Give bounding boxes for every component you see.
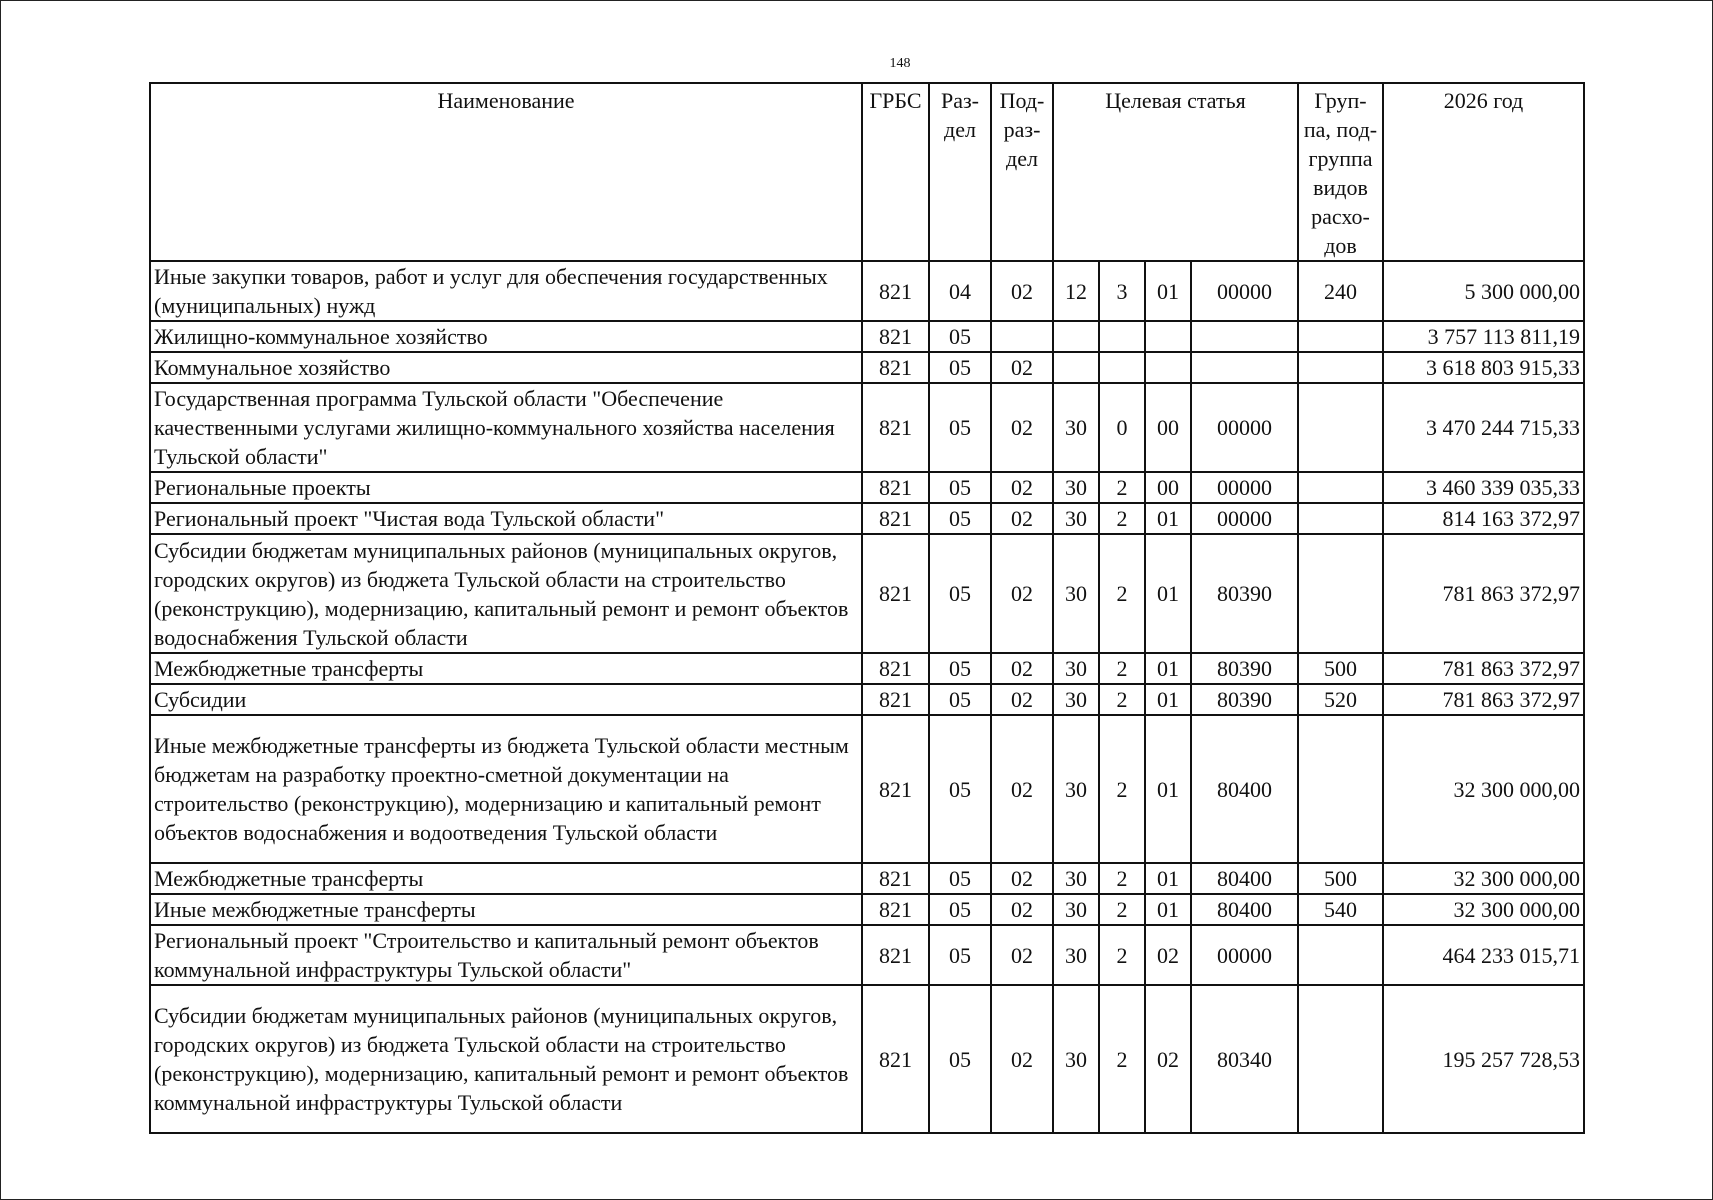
row-target-type: 2 — [1099, 985, 1145, 1133]
row-name: Иные межбюджетные трансферты из бюджета Тульской области местным бюджетам на разработку проектно-сметной документации на строительство (реконструкцию), модернизацию и капитальный ремонт объектов водоснабжения и водоотведения Тульской области — [150, 715, 862, 863]
row-expense-group — [1298, 472, 1383, 503]
row-grbs: 821 — [862, 684, 929, 715]
row-razdel: 05 — [929, 894, 991, 925]
row-expense-group: 540 — [1298, 894, 1383, 925]
row-amount: 814 163 372,97 — [1383, 503, 1584, 534]
row-amount: 32 300 000,00 — [1383, 715, 1584, 863]
row-target-subprogram — [1145, 321, 1191, 352]
row-name: Коммунальное хозяйство — [150, 352, 862, 383]
row-grbs: 821 — [862, 352, 929, 383]
table-row — [150, 653, 1584, 684]
table-row — [150, 985, 1584, 1133]
row-target-program: 30 — [1053, 472, 1099, 503]
row-name: Государственная программа Тульской области "Обеспечение качественными услугами жилищно-коммунального хозяйства населения Тульской области" — [150, 383, 862, 472]
table-row — [150, 472, 1584, 503]
table-row — [150, 863, 1584, 894]
row-podrazdel: 02 — [991, 503, 1053, 534]
row-razdel: 05 — [929, 684, 991, 715]
table-row — [150, 715, 1584, 863]
row-grbs: 821 — [862, 894, 929, 925]
row-expense-group — [1298, 985, 1383, 1133]
row-name: Субсидии — [150, 684, 862, 715]
row-podrazdel: 02 — [991, 383, 1053, 472]
row-target-direction: 00000 — [1191, 472, 1298, 503]
row-target-subprogram: 01 — [1145, 894, 1191, 925]
row-target-direction — [1191, 321, 1298, 352]
row-target-program: 30 — [1053, 985, 1099, 1133]
row-target-type: 2 — [1099, 684, 1145, 715]
row-target-direction: 80390 — [1191, 534, 1298, 653]
row-target-program: 30 — [1053, 863, 1099, 894]
row-target-subprogram: 01 — [1145, 534, 1191, 653]
row-razdel: 05 — [929, 383, 991, 472]
row-expense-group — [1298, 383, 1383, 472]
row-amount: 781 863 372,97 — [1383, 684, 1584, 715]
row-target-program: 30 — [1053, 684, 1099, 715]
row-name: Региональные проекты — [150, 472, 862, 503]
row-amount: 781 863 372,97 — [1383, 653, 1584, 684]
table-row — [150, 503, 1584, 534]
row-name: Межбюджетные трансферты — [150, 653, 862, 684]
row-target-type: 2 — [1099, 863, 1145, 894]
row-expense-group — [1298, 534, 1383, 653]
row-target-direction: 00000 — [1191, 925, 1298, 985]
row-target-type: 2 — [1099, 653, 1145, 684]
budget-table — [149, 82, 1585, 1134]
row-target-direction: 00000 — [1191, 503, 1298, 534]
row-target-direction: 80390 — [1191, 684, 1298, 715]
row-target-subprogram: 02 — [1145, 985, 1191, 1133]
row-target-subprogram: 01 — [1145, 715, 1191, 863]
row-target-subprogram: 01 — [1145, 863, 1191, 894]
row-amount: 5 300 000,00 — [1383, 261, 1584, 321]
page-number: 148 — [889, 56, 911, 71]
row-target-subprogram: 00 — [1145, 383, 1191, 472]
row-podrazdel: 02 — [991, 894, 1053, 925]
row-target-direction: 80400 — [1191, 894, 1298, 925]
row-razdel: 05 — [929, 503, 991, 534]
row-razdel: 05 — [929, 715, 991, 863]
header-year: 2026 год — [1383, 83, 1584, 261]
row-expense-group: 500 — [1298, 653, 1383, 684]
row-podrazdel: 02 — [991, 985, 1053, 1133]
row-target-program: 30 — [1053, 653, 1099, 684]
row-target-type: 2 — [1099, 715, 1145, 863]
row-name: Межбюджетные трансферты — [150, 863, 862, 894]
row-razdel: 05 — [929, 534, 991, 653]
row-expense-group — [1298, 352, 1383, 383]
row-target-program — [1053, 321, 1099, 352]
table-row — [150, 383, 1584, 472]
row-target-subprogram: 00 — [1145, 472, 1191, 503]
row-podrazdel — [991, 321, 1053, 352]
row-target-type — [1099, 352, 1145, 383]
row-target-direction: 80390 — [1191, 653, 1298, 684]
row-target-subprogram: 01 — [1145, 653, 1191, 684]
row-razdel: 05 — [929, 985, 991, 1133]
table-row — [150, 684, 1584, 715]
row-grbs: 821 — [862, 925, 929, 985]
row-amount: 3 470 244 715,33 — [1383, 383, 1584, 472]
row-amount: 781 863 372,97 — [1383, 534, 1584, 653]
row-target-program — [1053, 352, 1099, 383]
row-target-direction: 80340 — [1191, 985, 1298, 1133]
row-expense-group: 240 — [1298, 261, 1383, 321]
row-name: Региональный проект "Строительство и капитальный ремонт объектов коммунальной инфраструктуры Тульской области" — [150, 925, 862, 985]
row-grbs: 821 — [862, 653, 929, 684]
row-podrazdel: 02 — [991, 863, 1053, 894]
row-grbs: 821 — [862, 261, 929, 321]
table-header-row — [150, 83, 1584, 261]
row-target-type: 2 — [1099, 925, 1145, 985]
row-name: Субсидии бюджетам муниципальных районов (муниципальных округов, городских округов) из бюджета Тульской области на строительство (реконструкцию), модернизацию, капитальный ремонт и ремонт объектов водоснабжения Тульской области — [150, 534, 862, 653]
row-podrazdel: 02 — [991, 472, 1053, 503]
row-razdel: 05 — [929, 321, 991, 352]
row-amount: 32 300 000,00 — [1383, 863, 1584, 894]
row-expense-group — [1298, 321, 1383, 352]
row-grbs: 821 — [862, 863, 929, 894]
table-body — [150, 261, 1584, 1133]
table-row — [150, 352, 1584, 383]
row-grbs: 821 — [862, 321, 929, 352]
row-amount: 3 460 339 035,33 — [1383, 472, 1584, 503]
row-target-type: 2 — [1099, 472, 1145, 503]
row-grbs: 821 — [862, 472, 929, 503]
header-expense-group: Груп- па, под- группа видов расхо- дов — [1298, 83, 1383, 261]
row-expense-group: 500 — [1298, 863, 1383, 894]
row-name: Иные закупки товаров, работ и услуг для обеспечения государственных (муниципальных) нужд — [150, 261, 862, 321]
row-podrazdel: 02 — [991, 653, 1053, 684]
row-target-subprogram: 02 — [1145, 925, 1191, 985]
row-grbs: 821 — [862, 383, 929, 472]
header-name: Наименование — [150, 83, 862, 261]
row-target-program: 30 — [1053, 503, 1099, 534]
row-podrazdel: 02 — [991, 684, 1053, 715]
row-target-program: 12 — [1053, 261, 1099, 321]
row-target-subprogram: 01 — [1145, 503, 1191, 534]
row-expense-group — [1298, 503, 1383, 534]
row-amount: 195 257 728,53 — [1383, 985, 1584, 1133]
row-target-type: 2 — [1099, 534, 1145, 653]
row-expense-group: 520 — [1298, 684, 1383, 715]
row-target-type: 2 — [1099, 894, 1145, 925]
row-target-type: 2 — [1099, 503, 1145, 534]
row-target-direction: 80400 — [1191, 715, 1298, 863]
row-grbs: 821 — [862, 985, 929, 1133]
row-razdel: 05 — [929, 653, 991, 684]
row-amount: 32 300 000,00 — [1383, 894, 1584, 925]
row-grbs: 821 — [862, 503, 929, 534]
header-razdel: Раз- дел — [929, 83, 991, 261]
row-target-direction: 00000 — [1191, 383, 1298, 472]
row-target-program: 30 — [1053, 715, 1099, 863]
row-podrazdel: 02 — [991, 925, 1053, 985]
header-grbs: ГРБС — [862, 83, 929, 261]
row-name: Региональный проект "Чистая вода Тульской области" — [150, 503, 862, 534]
row-grbs: 821 — [862, 534, 929, 653]
header-target-article: Целевая статья — [1053, 83, 1298, 261]
row-amount: 3 757 113 811,19 — [1383, 321, 1584, 352]
row-target-subprogram — [1145, 352, 1191, 383]
row-target-program: 30 — [1053, 383, 1099, 472]
row-podrazdel: 02 — [991, 261, 1053, 321]
row-expense-group — [1298, 715, 1383, 863]
row-target-type: 0 — [1099, 383, 1145, 472]
table-row — [150, 261, 1584, 321]
row-target-program: 30 — [1053, 894, 1099, 925]
row-name: Иные межбюджетные трансферты — [150, 894, 862, 925]
row-razdel: 05 — [929, 925, 991, 985]
row-razdel: 05 — [929, 472, 991, 503]
row-target-direction: 00000 — [1191, 261, 1298, 321]
row-expense-group — [1298, 925, 1383, 985]
row-target-subprogram: 01 — [1145, 684, 1191, 715]
row-target-type — [1099, 321, 1145, 352]
table-row — [150, 534, 1584, 653]
row-podrazdel: 02 — [991, 715, 1053, 863]
row-grbs: 821 — [862, 715, 929, 863]
row-target-direction: 80400 — [1191, 863, 1298, 894]
row-amount: 464 233 015,71 — [1383, 925, 1584, 985]
row-name: Субсидии бюджетам муниципальных районов (муниципальных округов, городских округов) из бюджета Тульской области на строительство (реконструкцию), модернизацию, капитальный ремонт и ремонт объектов коммунальной инфраструктуры Тульской области — [150, 985, 862, 1133]
row-target-subprogram: 01 — [1145, 261, 1191, 321]
table-row — [150, 894, 1584, 925]
header-podrazdel: Под- раз- дел — [991, 83, 1053, 261]
row-target-program: 30 — [1053, 534, 1099, 653]
row-amount: 3 618 803 915,33 — [1383, 352, 1584, 383]
row-podrazdel: 02 — [991, 534, 1053, 653]
row-target-program: 30 — [1053, 925, 1099, 985]
row-target-type: 3 — [1099, 261, 1145, 321]
row-razdel: 05 — [929, 352, 991, 383]
row-name: Жилищно-коммунальное хозяйство — [150, 321, 862, 352]
row-podrazdel: 02 — [991, 352, 1053, 383]
row-razdel: 05 — [929, 863, 991, 894]
table-row — [150, 925, 1584, 985]
row-target-direction — [1191, 352, 1298, 383]
table-row — [150, 321, 1584, 352]
row-razdel: 04 — [929, 261, 991, 321]
